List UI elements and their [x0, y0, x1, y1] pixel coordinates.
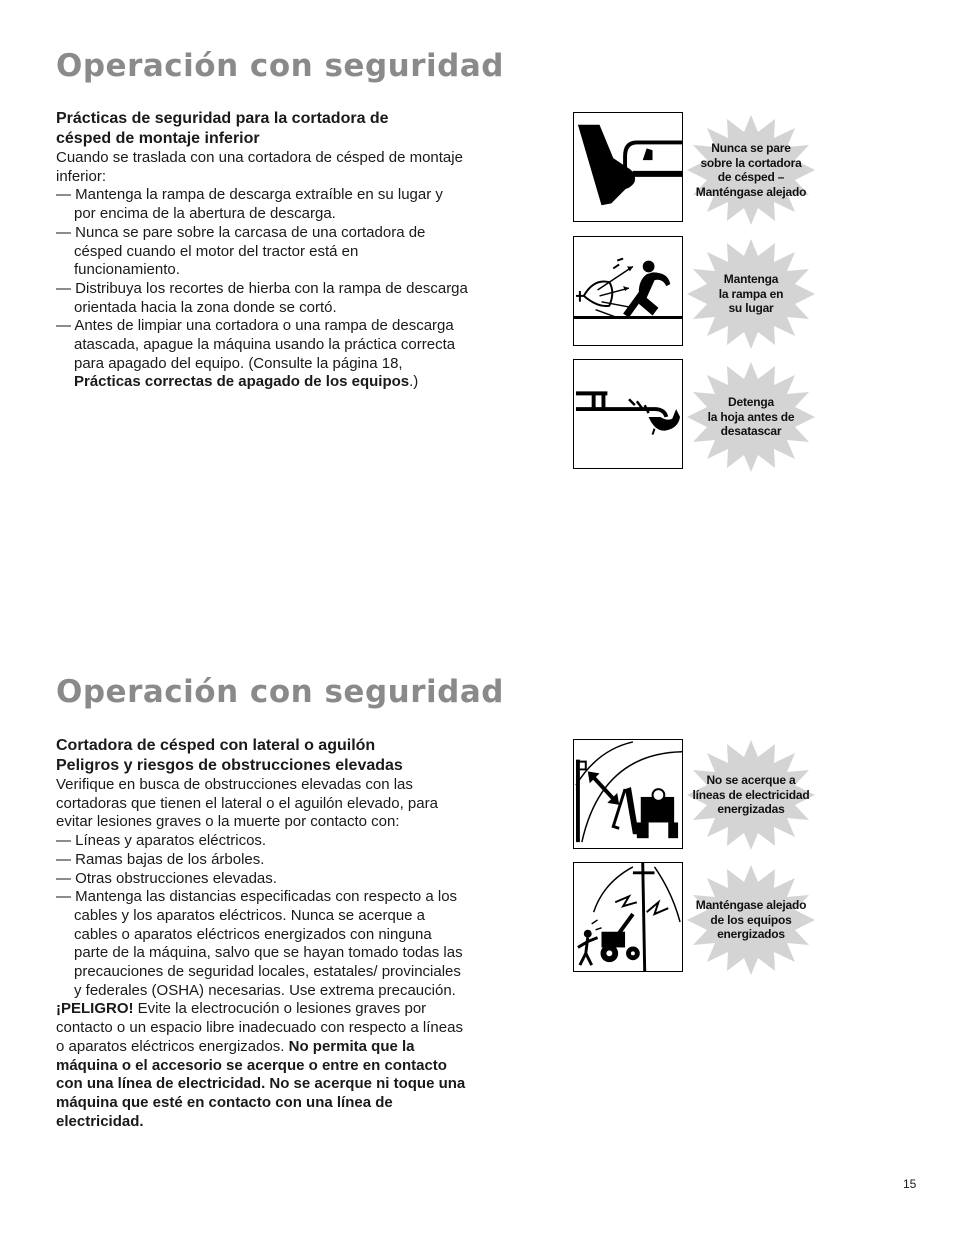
section-title: Operación con seguridad [56, 48, 504, 84]
section-body [56, 109, 468, 392]
danger-paragraph [56, 1000, 468, 1131]
section-subheading [56, 109, 468, 149]
list-item: — Líneas y aparatos eléctricos. [56, 832, 267, 850]
intro-paragraph: Cuando se traslada con una cortadora de césped de montaje inferior: [56, 149, 463, 185]
subheading-line: Prácticas de seguridad para la cortadora de [56, 110, 389, 127]
list-item: — Mantenga la rampa de descarga extraíble en su lugar y por encima de la abertura de descarga. [56, 186, 443, 223]
intro-paragraph: Verifique en busca de obstrucciones elevadas con las cortadoras que tienen el lateral o el aguilón elevado, para evitar lesiones graves o la muerte por contacto con: [56, 776, 438, 831]
list-item: — Mantenga las distancias especificadas con respecto a los cables y los aparatos eléctricos. Nunca se acerque a cables o aparatos eléctricos energizados con ninguna parte de la máquina, salvo que se hayan tomado todas las precauciones de seguridad locales, estatales/ provinciales y federales (OSHA) necesarias. Use extrema precaución. [56, 888, 463, 999]
warning-caption: Detenga la hoja antes de desatascar [707, 395, 795, 439]
electrocution-icon [573, 862, 683, 972]
page-number: 15 [903, 1177, 917, 1191]
warning-burst [685, 112, 817, 228]
warning-caption: Manténgase alejado de los equipos energizados [695, 898, 807, 942]
power-line-clearance-icon [573, 739, 683, 849]
warning-caption: Nunca se pare sobre la cortadora de césped – Manténgase alejado [695, 141, 807, 199]
warning-burst [685, 236, 817, 352]
section-title: Operación con seguridad [56, 674, 504, 710]
danger-warning: No permita que la máquina o el accesorio se acerque o entre en contacto con una línea de electricidad. No se acerque ni toque una máquina que esté en contacto con una línea de electricidad. [56, 1037, 466, 1130]
cross-reference: Prácticas correctas de apagado de los equipos [74, 373, 410, 391]
warning-burst [685, 862, 817, 978]
list-item: — Distribuya los recortes de hierba con la rampa de descarga orientada hacia la zona donde se cortó. [56, 279, 468, 316]
list-item: — Otras obstrucciones elevadas. [56, 869, 277, 887]
warning-burst [685, 737, 817, 853]
warning-caption: No se acerque a líneas de electricidad energizadas [692, 773, 810, 817]
blade-hand-icon [573, 359, 683, 469]
warning-burst [685, 359, 817, 475]
list-item [56, 317, 468, 392]
list-item: — Ramas bajas de los árboles. [56, 850, 265, 868]
list-item-text: .) [409, 373, 419, 391]
warning-caption: Mantenga la rampa en su lugar [718, 272, 784, 316]
list-item: — Nunca se pare sobre la carcasa de una cortadora de césped cuando el motor del tractor está en funcionamiento. [56, 223, 426, 279]
section-subheading [56, 736, 468, 776]
subheading-line: césped de montaje inferior [56, 130, 260, 147]
subheading-line: Cortadora de césped con lateral o aguilón [56, 737, 376, 754]
foot-on-mower-icon [573, 112, 683, 222]
danger-label: ¡PELIGRO! [56, 1000, 134, 1018]
subheading-line: Peligros y riesgos de obstrucciones elevadas [56, 757, 403, 774]
list-item-text: — Antes de limpiar una cortadora o una rampa de descarga atascada, apague la máquina usando la práctica correcta para apagado del equipo. (Consulte la página 18, [56, 317, 456, 372]
danger-text: Evite la electrocución o lesiones graves por contacto o un espacio libre inadecuado con respecto a líneas o aparatos eléctricos energizados. [56, 1000, 463, 1055]
section-body [56, 736, 468, 1131]
flying-debris-icon [573, 236, 683, 346]
